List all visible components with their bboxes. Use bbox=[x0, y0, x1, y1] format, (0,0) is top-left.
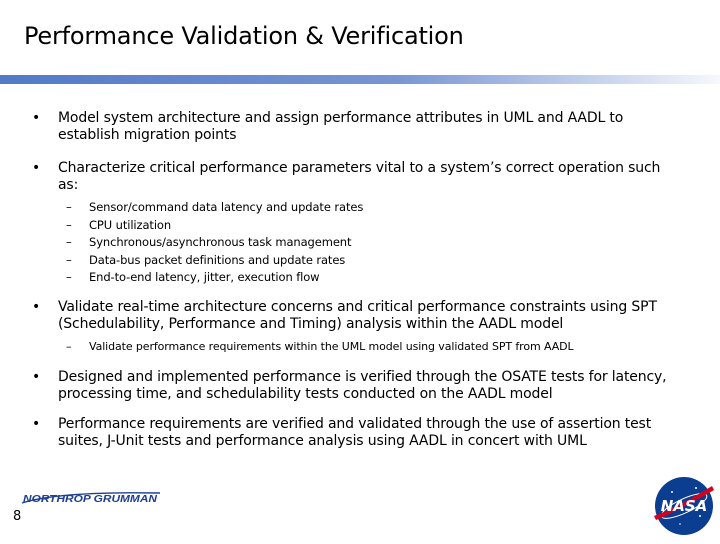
bullet-text: Validate real-time architecture concerns and critical performance constraints using SPT (Schedulability, Performance and Timing) analysis within the AADL model bbox=[58, 298, 657, 332]
svg-text:NASA: NASA bbox=[660, 497, 708, 515]
sub-bullet-text: Data-bus packet definitions and update rates bbox=[89, 252, 346, 267]
bullet-text: Model system architecture and assign performance attributes in UML and AADL to establish migration points bbox=[58, 110, 624, 143]
sub-bullet-text: Validate performance requirements within the UML model using validated SPT from AADL bbox=[89, 339, 574, 353]
sub-bullet-text: End-to-end latency, jitter, execution flow bbox=[89, 270, 320, 284]
bullet-text: Designed and implemented performance is verified through the OSATE tests for latency, processing time, and schedulability tests conducted on the AADL model bbox=[58, 369, 667, 402]
bullet-text: Performance requirements are verified and validated through the use of assertion test suites, J-Unit tests and performance analysis using AADL in concert with UML bbox=[58, 416, 652, 449]
dash-marker: – bbox=[66, 339, 72, 353]
bullet-text: Characterize critical performance parameters vital to a system’s correct operation such as: bbox=[58, 160, 661, 193]
dash-marker: – bbox=[66, 252, 72, 267]
bullet-item bbox=[32, 369, 682, 403]
sub-bullet-text: CPU utilization bbox=[89, 217, 172, 232]
sub-bullet-item bbox=[32, 338, 682, 356]
dash-marker: – bbox=[66, 200, 72, 214]
bullet-marker: • bbox=[32, 110, 41, 126]
svg-text:NORTHROP GRUMMAN: NORTHROP GRUMMAN bbox=[23, 493, 158, 505]
bullet-marker: • bbox=[32, 369, 41, 385]
sub-bullet-list bbox=[32, 199, 682, 287]
bullet-item bbox=[32, 416, 682, 450]
northrop-grumman-logo bbox=[20, 490, 162, 506]
sub-bullet-item bbox=[32, 252, 682, 270]
bullet-item bbox=[32, 110, 682, 144]
sub-bullet-text: Synchronous/asynchronous task management bbox=[89, 235, 352, 249]
sub-bullet-item bbox=[32, 269, 682, 287]
dash-marker: – bbox=[66, 270, 72, 284]
sub-bullet-list bbox=[32, 338, 682, 356]
sub-bullet-item bbox=[32, 199, 682, 217]
bullet-list bbox=[32, 110, 682, 450]
sub-bullet-item bbox=[32, 217, 682, 235]
sub-bullet-text: Sensor/command data latency and update rates bbox=[89, 200, 364, 214]
sub-bullet-item bbox=[32, 234, 682, 252]
bullet-item bbox=[32, 299, 682, 333]
bullet-marker: • bbox=[32, 416, 41, 432]
dash-marker: – bbox=[66, 235, 72, 249]
slide-title: Performance Validation & Verification bbox=[24, 22, 464, 50]
title-rule bbox=[0, 75, 720, 84]
nasa-logo bbox=[650, 472, 718, 540]
bullet-item bbox=[32, 160, 682, 194]
page-number: 8 bbox=[13, 509, 22, 524]
bullet-marker: • bbox=[32, 160, 41, 176]
bullet-marker: • bbox=[32, 298, 41, 315]
dash-marker: – bbox=[66, 217, 72, 232]
